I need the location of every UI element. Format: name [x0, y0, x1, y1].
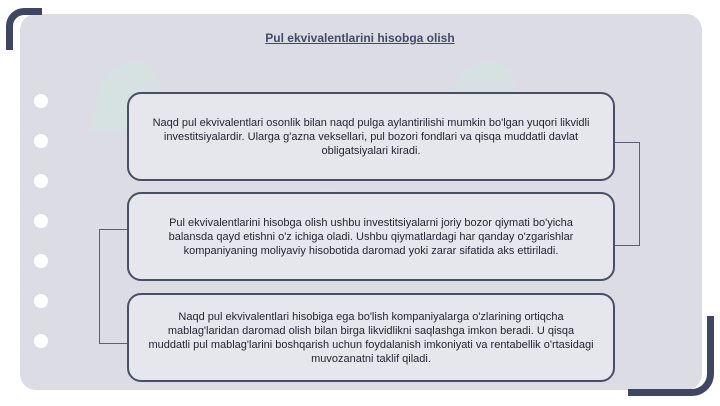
connector-line-left	[99, 229, 128, 344]
info-card-text: Naqd pul ekvivalentlari osonlik bilan naqd pulga aylantirilishi mumkin bo'lgan yuqori likvidli investitsiyalardir. Ularga g'azna veksellari, pul bozori fondlari va qisqa muddatli davlat obligatsiyalari kiradi.	[152, 116, 590, 157]
slide-title: Pul ekvivalentlarini hisobga olish	[265, 31, 455, 45]
info-card-2	[127, 192, 615, 281]
connector-line-right	[614, 142, 640, 246]
corner-bracket-bottom-right	[628, 316, 714, 396]
info-card-3	[127, 293, 615, 382]
panel-notch	[34, 294, 48, 308]
info-card-text: Naqd pul ekvivalentlari hisobiga ega bo'lish kompaniyalarga o'zlarining ortiqcha mablag'laridan daromad olish bilan birga likvidlikni saqlashga imkon beradi. U qisqa muddatli pul mablag'larini boshqarish uchun foydalanish imkoniyati va rentabellik o'rtasidagi muvozanatni taklif qiladi.	[148, 310, 594, 365]
panel-notch	[34, 214, 48, 228]
info-card-1	[127, 92, 615, 181]
panel-notch	[34, 94, 48, 108]
panel-notch	[34, 134, 48, 148]
panel-notch	[34, 254, 48, 268]
panel-notch	[34, 334, 48, 348]
info-card-text: Pul ekvivalentlarini hisobga olish ushbu investitsiyalarni joriy bozor qiymati bo'yicha balansda qayd etishni o'z ichiga oladi. Ushbu qiymatlardagi har qanday o'zgarishlar kompaniyaning moliyaviy hisobotida daromad yoki zarar sifatida aks ettiriladi.	[168, 216, 574, 257]
panel-notch	[34, 174, 48, 188]
